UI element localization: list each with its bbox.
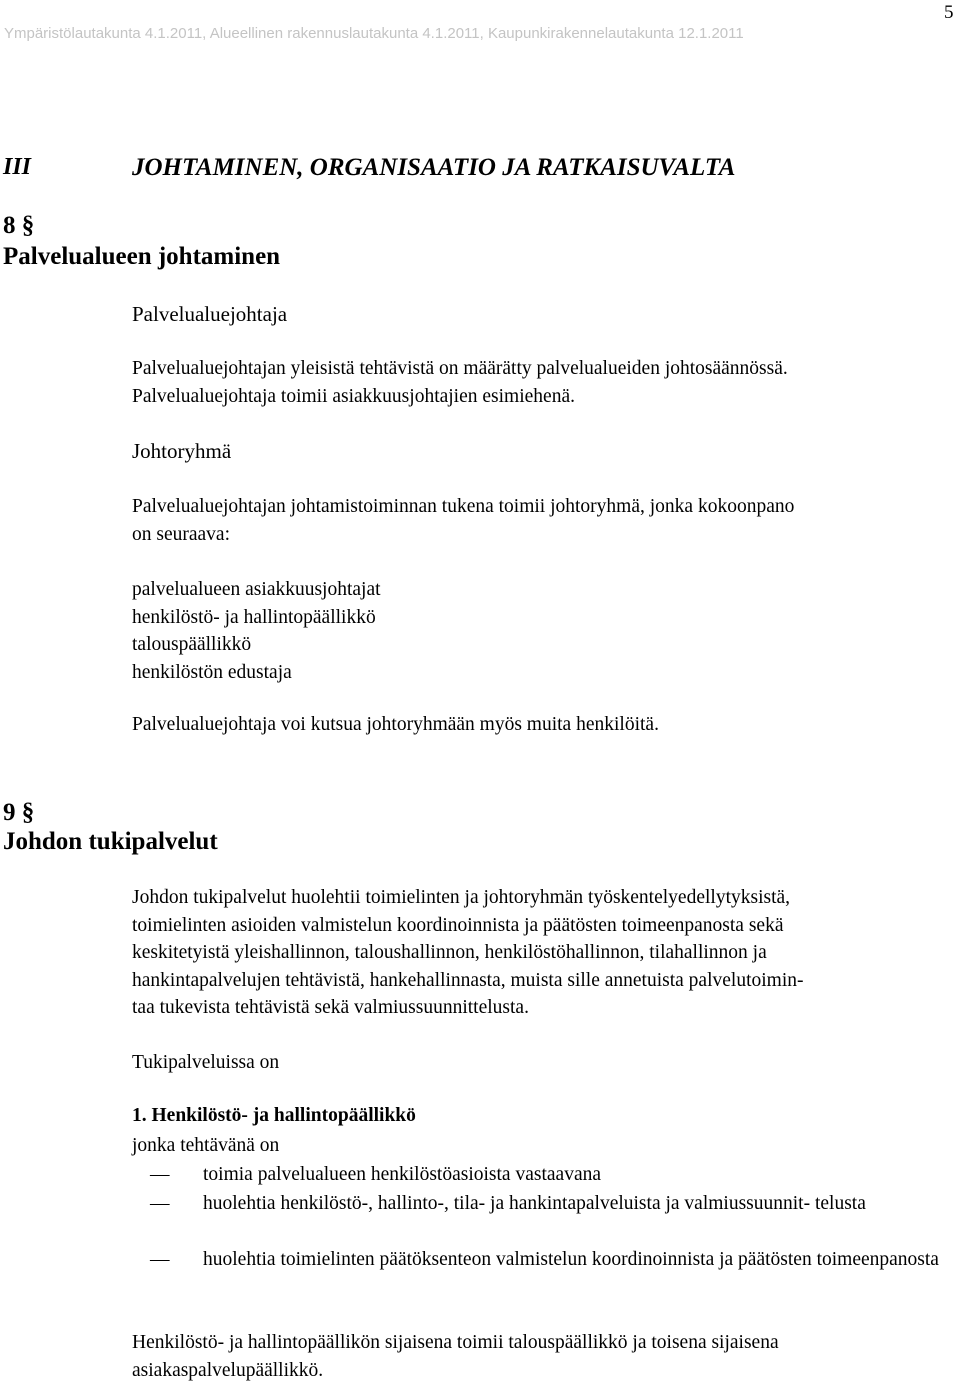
item-1-subtitle: jonka tehtävänä on [132, 1132, 279, 1160]
subheading-palvelualuejohtaja: Palvelualuejohtaja [132, 302, 287, 327]
item-1-title: 1. Henkilöstö- ja hallintopäällikkö [132, 1105, 416, 1127]
dash-bullet: — [150, 1246, 170, 1274]
list-item: henkilöstö- ja hallintopäällikkö [132, 604, 381, 632]
chapter-title: JOHTAMINEN, ORGANISAATIO JA RATKAISUVALTA [132, 154, 735, 182]
paragraph-line: toimielinten asioiden valmistelun koordinoinnista ja päätösten toimeenpanosta sekä [132, 912, 803, 940]
task-text: toimia palvelualueen henkilöstöasioista vastaavana [203, 1161, 960, 1189]
paragraph-line: Palvelualuejohtaja toimii asiakkuusjohtajien esimiehenä. [132, 383, 788, 411]
section-8-number: 8 § [3, 212, 34, 240]
section-9-title: Johdon tukipalvelut [3, 828, 218, 856]
johtoryhma-paragraph [132, 493, 794, 548]
chapter-number: III [3, 154, 31, 181]
section-8-title: Palvelualueen johtaminen [3, 243, 280, 271]
dash-bullet: — [150, 1161, 170, 1189]
list-item: talouspäällikkö [132, 631, 381, 659]
task-text: huolehtia henkilöstö-, hallinto-, tila- ja hankintapalveluista ja valmiussuunnit- telusta [203, 1190, 948, 1218]
paragraph-line: Henkilöstö- ja hallintopäällikön sijaisena toimii talouspäällikkö ja toisena sijaisena [132, 1329, 779, 1357]
tukipalvelut-paragraph [132, 884, 803, 1022]
running-header: Ympäristölautakunta 4.1.2011, Alueellinen rakennuslautakunta 4.1.2011, Kaupunkirakennelautakunta 12.1.2011 [4, 25, 744, 42]
paragraph-line: taa tukevista tehtävistä sekä valmiussuunnittelusta. [132, 994, 803, 1022]
page-number: 5 [944, 2, 954, 24]
subheading-johtoryhma: Johtoryhmä [132, 439, 231, 464]
johtoryhma-members-list [132, 576, 381, 686]
paragraph-line: on seuraava: [132, 521, 794, 549]
paragraph-line: Palvelualuejohtajan yleisistä tehtävistä on määrätty palvelualueiden johtosäännössä. [132, 355, 788, 383]
palvelualuejohtaja-paragraph [132, 355, 788, 410]
paragraph-line: asiakaspalvelupäällikkö. [132, 1357, 779, 1384]
support-services-heading: Tukipalveluissa on [132, 1049, 279, 1077]
paragraph-line: keskitetyistä yleishallinnon, taloushallinnon, henkilöstöhallinnon, tilahallinnon ja [132, 939, 803, 967]
list-item: henkilöstön edustaja [132, 659, 381, 687]
paragraph-line: hankintapalvelujen tehtävistä, hankehallinnasta, muista sille annetuista palvelutoimin- [132, 967, 803, 995]
deputy-paragraph [132, 1329, 779, 1384]
paragraph-line: Palvelualuejohtajan johtamistoiminnan tukena toimii johtoryhmä, jonka kokoonpano [132, 493, 794, 521]
dash-bullet: — [150, 1190, 170, 1218]
task-text: huolehtia toimielinten päätöksenteon valmistelun koordinoinnista ja päätösten toimeenpanosta [203, 1246, 953, 1274]
section-9-number: 9 § [3, 799, 34, 827]
list-item: palvelualueen asiakkuusjohtajat [132, 576, 381, 604]
paragraph-line: Johdon tukipalvelut huolehtii toimielinten ja johtoryhmän työskentelyedellytyksistä, [132, 884, 803, 912]
johtoryhma-closing: Palvelualuejohtaja voi kutsua johtoryhmään myös muita henkilöitä. [132, 711, 659, 739]
